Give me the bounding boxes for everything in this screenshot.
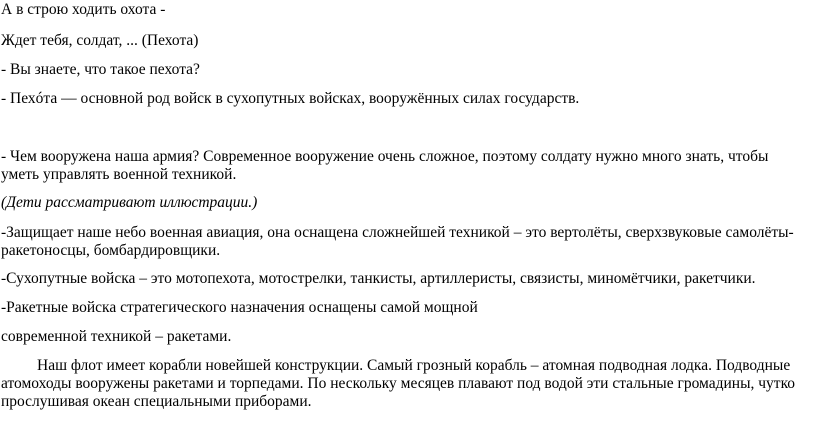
ground-forces-line: -Сухопутные войска – это мотопехота, мотострелки, танкисты, артиллеристы, связисты, миномётчики, ракетчики.: [1, 270, 756, 287]
navy-line-1: Наш флот имеет корабли новейшей конструкции. Самый грозный корабль – атомная подводная лодка. Подводные: [37, 357, 791, 374]
navy-line-3: прослушивая океан специальными приборами.: [1, 393, 312, 410]
question-army-line-1: - Чем вооружена наша армия? Современное вооружение очень сложное, поэтому солдату нужно много знать, чтобы: [1, 148, 769, 165]
question-army-line-2: уметь управлять военной техникой.: [1, 166, 237, 183]
poem-line-1: А в строю ходить охота -: [1, 1, 166, 18]
poem-line-2: Ждет тебя, солдат, ... (Пехота): [1, 32, 199, 49]
question-infantry: - Вы знаете, что такое пехота?: [1, 61, 200, 78]
navy-line-2: атомоходы вооружены ракетами и торпедами. По нескольку месяцев плавают под водой эти стальные громадины, чутко: [1, 375, 796, 392]
rocket-forces-line-1: -Ракетные войска стратегического назначения оснащены самой мощной: [1, 299, 478, 316]
aviation-line-1: -Защищает наше небо военная авиация, она оснащена сложнейшей техникой – это вертолёты, сверхзвуковые самолёты-: [1, 224, 794, 241]
aviation-line-2: ракетоносцы, бомбардировщики.: [1, 242, 221, 259]
rocket-forces-line-2: современной техникой – ракетами.: [1, 328, 232, 345]
definition-infantry: - Пехóта — основной род войск в сухопутных войсках, вооружённых силах государств.: [1, 90, 580, 107]
stage-direction: (Дети рассматривают иллюстрации.): [1, 194, 258, 211]
